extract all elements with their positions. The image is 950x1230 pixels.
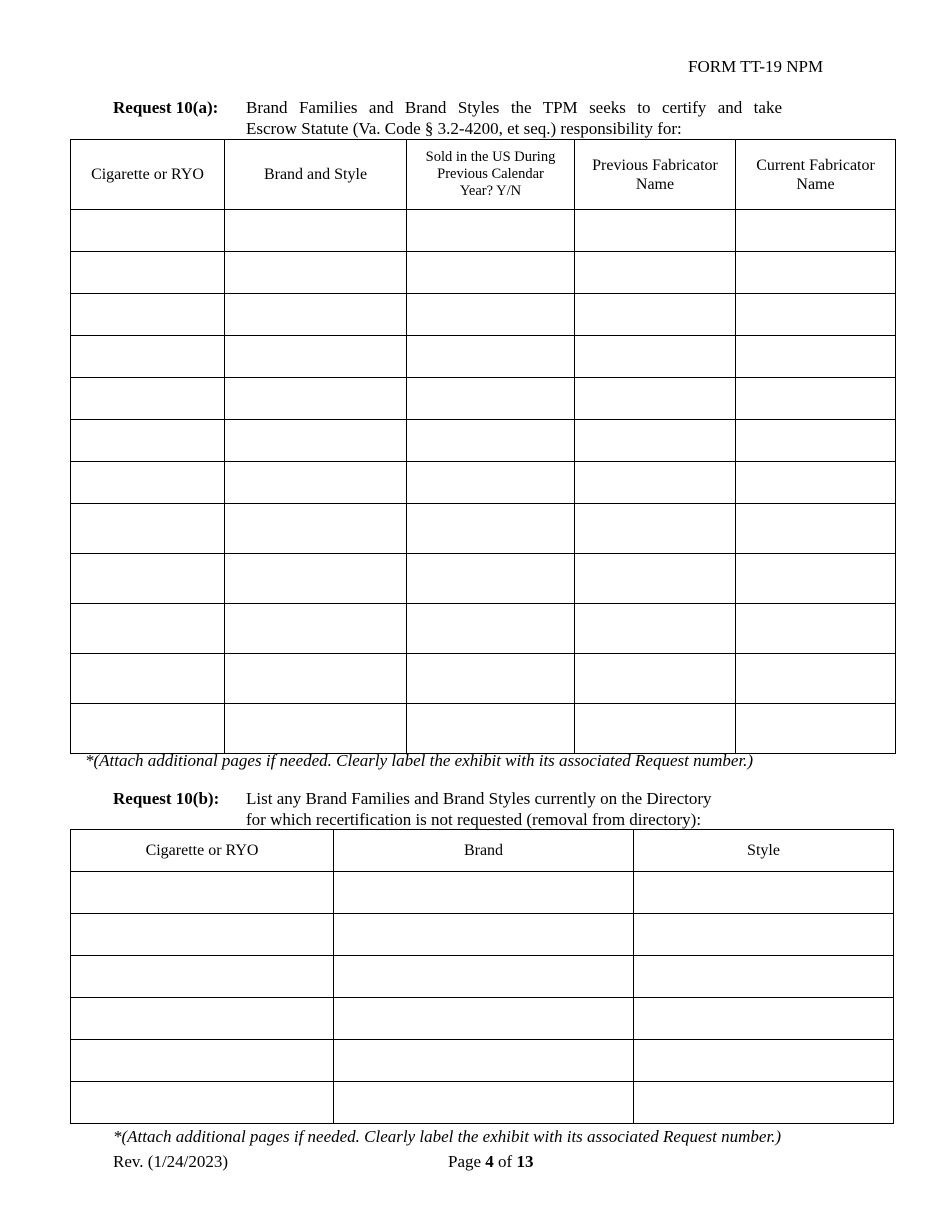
table-cell[interactable]	[407, 210, 575, 252]
table-cell[interactable]	[334, 1040, 634, 1082]
request-10a-text-line2: Escrow Statute (Va. Code § 3.2-4200, et seq.) responsibility for:	[246, 119, 682, 138]
page-current: 4	[485, 1152, 494, 1171]
table-row	[71, 336, 896, 378]
table-cell[interactable]	[334, 914, 634, 956]
table-cell[interactable]	[225, 504, 407, 554]
table-cell[interactable]	[736, 252, 896, 294]
table-cell[interactable]	[225, 210, 407, 252]
table-row	[71, 378, 896, 420]
table-row	[71, 294, 896, 336]
table-cell[interactable]	[71, 554, 225, 604]
table-row	[71, 1040, 894, 1082]
table-row	[71, 1082, 894, 1124]
table-cell[interactable]	[71, 294, 225, 336]
table-cell[interactable]	[634, 1082, 894, 1124]
table-cell[interactable]	[407, 336, 575, 378]
table-cell[interactable]	[407, 252, 575, 294]
column-header-previous-fabricator: Previous Fabricator Name	[575, 140, 736, 210]
table-cell[interactable]	[575, 654, 736, 704]
request-10b-text-line1: List any Brand Families and Brand Styles currently on the Directory	[246, 789, 712, 808]
table-cell[interactable]	[71, 654, 225, 704]
table-cell[interactable]	[736, 378, 896, 420]
request-10a-text-line1: Brand Families and Brand Styles the TPM seeks to certify and take	[246, 98, 782, 117]
table-cell[interactable]	[407, 554, 575, 604]
table-cell[interactable]	[407, 704, 575, 754]
table-cell[interactable]	[71, 1082, 334, 1124]
page-number	[448, 1152, 533, 1172]
table-cell[interactable]	[334, 872, 634, 914]
table-row	[71, 998, 894, 1040]
request-10a-note: *(Attach additional pages if needed. Clearly label the exhibit with its associated Request number.)	[85, 751, 754, 770]
table-cell[interactable]	[575, 378, 736, 420]
table-cell[interactable]	[736, 554, 896, 604]
table-row	[71, 704, 896, 754]
request-10b-text-line2: for which recertification is not requested (removal from directory):	[246, 810, 702, 829]
table-row	[71, 252, 896, 294]
table-cell[interactable]	[407, 604, 575, 654]
table-cell[interactable]	[736, 210, 896, 252]
request-10b-label: Request 10(b):	[113, 789, 220, 808]
table-cell[interactable]	[407, 378, 575, 420]
table-cell[interactable]	[736, 654, 896, 704]
table-cell[interactable]	[334, 998, 634, 1040]
table-cell[interactable]	[736, 504, 896, 554]
column-header-current-fabricator: Current Fabricator Name	[736, 140, 896, 210]
table-cell[interactable]	[575, 462, 736, 504]
table-cell[interactable]	[575, 210, 736, 252]
table-header-row	[71, 140, 896, 210]
table-cell[interactable]	[71, 336, 225, 378]
table-cell[interactable]	[225, 604, 407, 654]
request-10b-heading	[113, 788, 793, 832]
table-cell[interactable]	[71, 956, 334, 998]
table-cell[interactable]	[225, 378, 407, 420]
table-cell[interactable]	[407, 462, 575, 504]
table-cell[interactable]	[71, 872, 334, 914]
page-word: Page	[448, 1152, 482, 1171]
table-cell[interactable]	[225, 336, 407, 378]
table-cell[interactable]	[71, 914, 334, 956]
table-cell[interactable]	[71, 998, 334, 1040]
table-cell[interactable]	[634, 956, 894, 998]
table-cell[interactable]	[634, 914, 894, 956]
table-cell[interactable]	[736, 420, 896, 462]
table-cell[interactable]	[407, 504, 575, 554]
request-10a-label: Request 10(a):	[113, 98, 219, 117]
column-header-cigarette-or-ryo: Cigarette or RYO	[71, 140, 225, 210]
table-cell[interactable]	[634, 998, 894, 1040]
table-cell[interactable]	[736, 604, 896, 654]
table-row	[71, 914, 894, 956]
table-cell[interactable]	[71, 704, 225, 754]
table-cell[interactable]	[71, 378, 225, 420]
table-cell[interactable]	[736, 336, 896, 378]
table-cell[interactable]	[575, 420, 736, 462]
table-cell[interactable]	[71, 462, 225, 504]
table-row	[71, 210, 896, 252]
column-header-style: Style	[634, 830, 894, 872]
table-cell[interactable]	[407, 654, 575, 704]
table-cell[interactable]	[736, 294, 896, 336]
table-cell[interactable]	[407, 294, 575, 336]
table-cell[interactable]	[225, 294, 407, 336]
page-total: 13	[516, 1152, 534, 1171]
table-cell[interactable]	[71, 210, 225, 252]
table-cell[interactable]	[407, 420, 575, 462]
table-cell[interactable]	[225, 420, 407, 462]
table-cell[interactable]	[575, 336, 736, 378]
table-cell[interactable]	[575, 294, 736, 336]
page-of: of	[498, 1152, 513, 1171]
table-cell[interactable]	[575, 504, 736, 554]
table-row	[71, 872, 894, 914]
table-cell[interactable]	[71, 420, 225, 462]
table-cell[interactable]	[225, 554, 407, 604]
request-10a-table	[70, 139, 896, 754]
table-cell[interactable]	[71, 504, 225, 554]
table-cell[interactable]	[736, 462, 896, 504]
column-header-brand: Brand	[334, 830, 634, 872]
request-10b-note: *(Attach additional pages if needed. Clearly label the exhibit with its associated Request number.)	[113, 1127, 782, 1146]
table-cell[interactable]	[575, 604, 736, 654]
table-row	[71, 554, 896, 604]
table-cell[interactable]	[334, 956, 634, 998]
table-cell[interactable]	[71, 1040, 334, 1082]
table-cell[interactable]	[225, 704, 407, 754]
table-cell[interactable]	[334, 1082, 634, 1124]
table-cell[interactable]	[225, 462, 407, 504]
table-row	[71, 654, 896, 704]
table-cell[interactable]	[736, 704, 896, 754]
table-cell[interactable]	[225, 654, 407, 704]
table-cell[interactable]	[575, 704, 736, 754]
table-cell[interactable]	[71, 252, 225, 294]
table-row	[71, 604, 896, 654]
revision-date: Rev. (1/24/2023)	[113, 1152, 229, 1171]
request-10a-heading	[113, 97, 793, 141]
table-cell[interactable]	[634, 872, 894, 914]
form-id: FORM TT-19 NPM	[688, 57, 824, 76]
table-row	[71, 504, 896, 554]
column-header-cigarette-or-ryo: Cigarette or RYO	[71, 830, 334, 872]
table-cell[interactable]	[71, 604, 225, 654]
table-row	[71, 420, 896, 462]
table-row	[71, 956, 894, 998]
column-header-sold-in-us: Sold in the US During Previous Calendar Year? Y/N	[407, 140, 575, 210]
request-10b-table	[70, 829, 894, 1124]
table-cell[interactable]	[225, 252, 407, 294]
table-cell[interactable]	[575, 252, 736, 294]
table-cell[interactable]	[634, 1040, 894, 1082]
table-header-row	[71, 830, 894, 872]
table-row	[71, 462, 896, 504]
column-header-brand-and-style: Brand and Style	[225, 140, 407, 210]
table-cell[interactable]	[575, 554, 736, 604]
